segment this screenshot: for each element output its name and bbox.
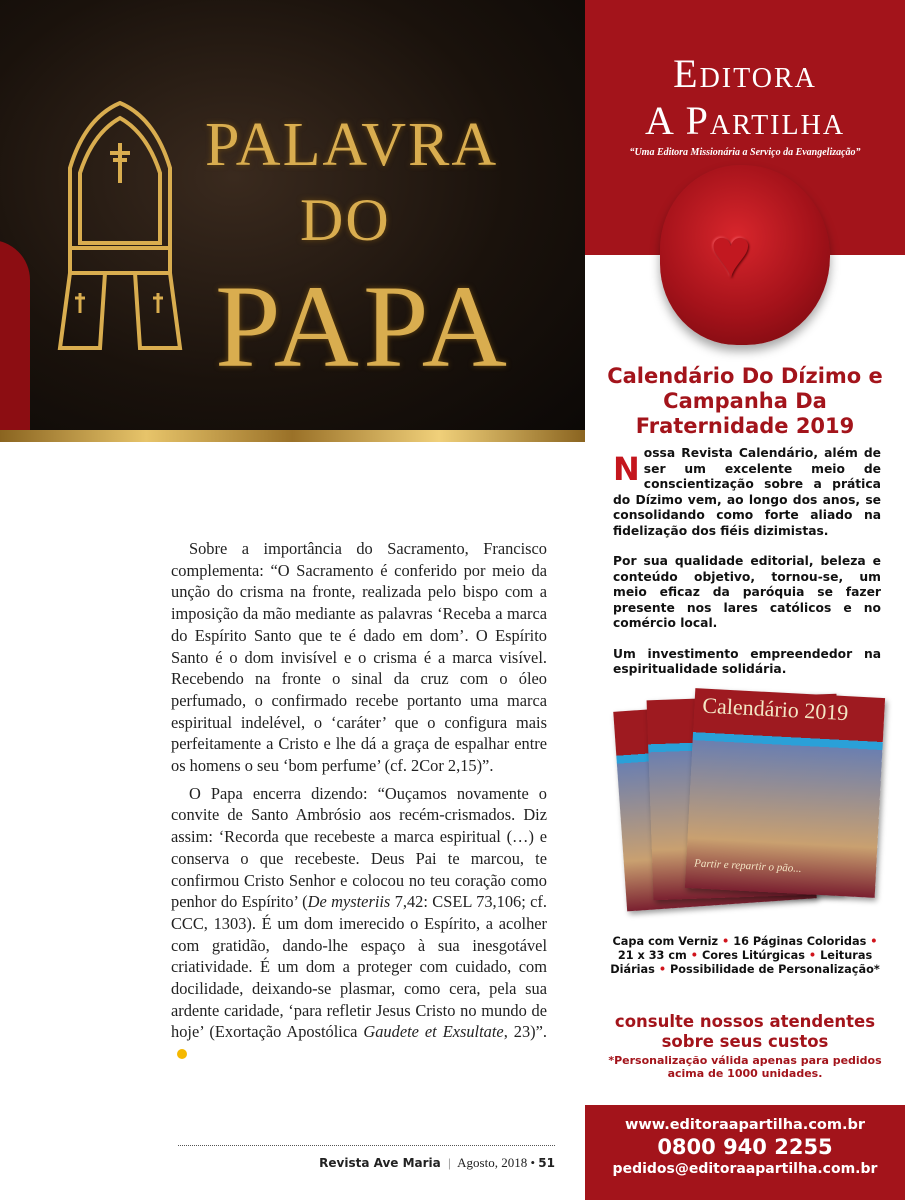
website-link[interactable]: www.editoraapartilha.com.br (624, 1117, 866, 1133)
brand-slogan: “Uma Editora Missionária a Serviço da Evangelização” (629, 147, 861, 158)
heart-icon: ♥ (710, 216, 752, 293)
mitre-icon (45, 98, 195, 358)
red-robe-decoration (0, 240, 30, 440)
page-footer (178, 1155, 555, 1171)
text-run: ossa Revista Calendário, além de ser um excelente meio de conscientização sobre a prática do Dízimo vem, ao longo dos anos, se consolidando como forte aliado na fidelização dos fiéis dizimistas. (613, 446, 881, 538)
consult-message: consulte nossos atendentes sobre seus custos (614, 1012, 876, 1051)
calendar-cover (685, 688, 885, 898)
feature: Possibilidade de Personalização* (670, 963, 880, 976)
features-caption: Capa com Verniz • 16 Páginas Coloridas • 21 x 33 cm • Cores Litúrgicas • Leituras Diárias • Possibilidade de Personalização* (610, 935, 880, 976)
article-body (171, 538, 547, 1065)
text-run: 7,42: CSEL 73,106; cf. CCC, 1303). É um dom imerecido o Espírito, a acolher com gratidão, dando-lhe espaço à sua inesgotável criatividade. É um dom a proteger com cuidado, com docilidade, deixando-se plasmar, como cera, pela sua ardente caridade, ‘para refletir Jesus Cristo no mundo de hoje’ (Exortação Apostólica (171, 892, 547, 1042)
ad-title: Calendário Do Dízimo e Campanha Da Fraternidade 2019 (607, 364, 883, 438)
text-run: O Papa encerra dizendo: “Ouçamos novamente o convite de Santo Ambrósio aos recém-crismados. Diz assim: ‘Recorda que recebeste a marca espiritual (…) e conserva o que recebeste. Deus Pai te marcou, te confirmou Cristo Senhor e colocou no teu coração como penhor do Espírito’ ( (171, 783, 547, 912)
brand-line2: A Partilha (644, 98, 846, 143)
phone-number[interactable]: 0800 940 2255 (657, 1135, 833, 1159)
feature: Capa com Verniz (612, 935, 719, 948)
ad-body (613, 446, 881, 693)
brand-line1: Editora (673, 51, 817, 96)
wax-seal-logo (660, 165, 830, 345)
issue-date: Agosto, 2018 • (457, 1155, 536, 1170)
article-paragraph (171, 783, 547, 1065)
hero-title-line2: DO (300, 187, 391, 253)
contact-footer (585, 1105, 905, 1200)
ad-paragraph (613, 446, 881, 539)
feature: 21 x 33 cm (617, 949, 687, 962)
article-paragraph: Sobre a importância do Sacramento, Francisco complementa: “O Sacramento é conferido por meio da unção do crisma na fronte, realizada pelo bispo com a imposição da mão mediante as palavras ‘Receba a marca do Espírito Santo que te é dado em dom’. O Espírito Santo é o dom invisível e o crisma é a marca visível. Recebendo na fronte o sinal da cruz com o óleo perfumado, o confirmado recebe portanto uma marca espiritual indelével, o ‘caráter’ que o configura mais perfeitamente a Cristo e lhe dá a graça de espalhar entre os homens o seu ‘bom perfume’ (cf. 2Cor 2,15)”. (171, 539, 547, 776)
end-mark-icon (177, 1049, 187, 1059)
cover-subtitle: Partir e repartir o pão... (693, 857, 802, 875)
feature: Leituras Diárias (610, 949, 873, 976)
footer-separator: | (448, 1155, 451, 1170)
personalization-note: *Personalização válida apenas para pedidos acima de 1000 unidades. (608, 1054, 882, 1080)
feature: Cores Litúrgicas (701, 949, 805, 962)
page-number: 51 (538, 1156, 555, 1170)
magazine-name: Revista Ave Maria (319, 1156, 441, 1170)
calendar-product-image (620, 685, 880, 905)
ad-paragraph: Por sua qualidade editorial, beleza e conteúdo objetivo, tornou-se, um meio eficaz da paróquia se fazer presente nos lares católicos e no comércio local. (613, 554, 881, 630)
hero-title-line3: PAPA (215, 261, 512, 392)
ad-paragraph: Um investimento empreendedor na espiritualidade solidária. (613, 646, 881, 676)
text-run: , 23)”. (503, 1022, 547, 1042)
hero-title-line1: PALAVRA (205, 111, 499, 179)
advertisement (585, 0, 905, 1200)
drop-cap: N (613, 450, 640, 488)
email-link[interactable]: pedidos@editoraapartilha.com.br (612, 1161, 878, 1177)
hero-banner (0, 0, 585, 442)
italic-title: De mysteriis (307, 892, 391, 912)
cover-title: Calendário 2019 (701, 692, 849, 726)
gold-band (0, 430, 585, 442)
italic-title: Gaudete et Exsultate (363, 1022, 504, 1042)
footer-divider (178, 1145, 555, 1146)
feature: 16 Páginas Coloridas (733, 935, 867, 948)
